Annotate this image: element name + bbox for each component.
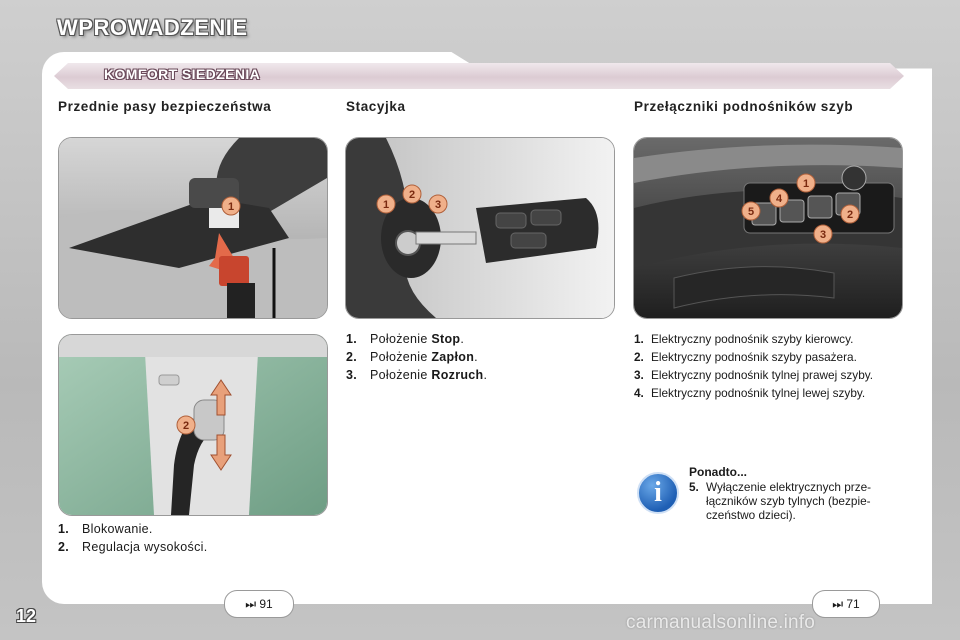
note-title: Ponadto... — [689, 465, 747, 479]
banner-title: KOMFORT SIEDZENIA — [104, 66, 261, 82]
seatbelt-callout-2: 2 — [182, 420, 190, 432]
ignition-callout-1: 1 — [382, 199, 390, 211]
seatbelts-heading: Przednie pasy bezpieczeństwa — [58, 99, 272, 114]
window-callout-5: 5 — [747, 206, 755, 218]
list-item: 2. Położenie Zapłon. — [346, 350, 478, 364]
page-ref-left[interactable]: ⏭ 91 — [224, 590, 294, 618]
ignition-list — [346, 330, 606, 384]
windows-heading: Przełączniki podnośników szyb — [634, 99, 854, 114]
info-icon: i — [637, 472, 679, 514]
ignition-callout-2: 2 — [408, 189, 416, 201]
list-item: 2. Regulacja wysokości. — [58, 540, 208, 554]
seatbelts-list — [58, 520, 328, 556]
list-item: 1. Blokowanie. — [58, 522, 153, 536]
page-number: 12 — [16, 606, 37, 626]
note-text: 5. Wyłączenie elektrycznych prze-łączników szyb tylnych (bezpie-czeństwo dzieci). — [689, 480, 872, 522]
window-callout-2: 2 — [846, 209, 854, 221]
window-callout-3: 3 — [819, 229, 827, 241]
list-item: 1. Elektryczny podnośnik szyby kierowcy. — [634, 332, 854, 346]
list-item: 4. Elektryczny podnośnik tylnej lewej szyby. — [634, 386, 866, 400]
list-item: 3. Elektryczny podnośnik tylnej prawej szyby. — [634, 368, 874, 382]
page-title: WPROWADZENIE — [57, 15, 248, 40]
page-ref-right[interactable]: ⏭ 71 — [812, 590, 880, 618]
ignition-callout-3: 3 — [434, 199, 442, 211]
seatbelt-buckle-photo — [58, 137, 328, 319]
window-callout-1: 1 — [802, 178, 810, 190]
list-item: 1. Położenie Stop. — [346, 332, 465, 346]
ignition-photo — [345, 137, 615, 319]
seatbelt-callout-1: 1 — [227, 201, 235, 213]
list-item: 3. Położenie Rozruch. — [346, 368, 488, 382]
list-item: 2. Elektryczny podnośnik szyby pasażera. — [634, 350, 857, 364]
ignition-heading: Stacyjka — [346, 99, 406, 114]
watermark: carmanualsonline.info — [626, 612, 816, 633]
windows-list — [634, 332, 904, 404]
seatbelt-height-photo — [58, 334, 328, 516]
window-callout-4: 4 — [775, 193, 783, 205]
window-switch-photo — [633, 137, 903, 319]
